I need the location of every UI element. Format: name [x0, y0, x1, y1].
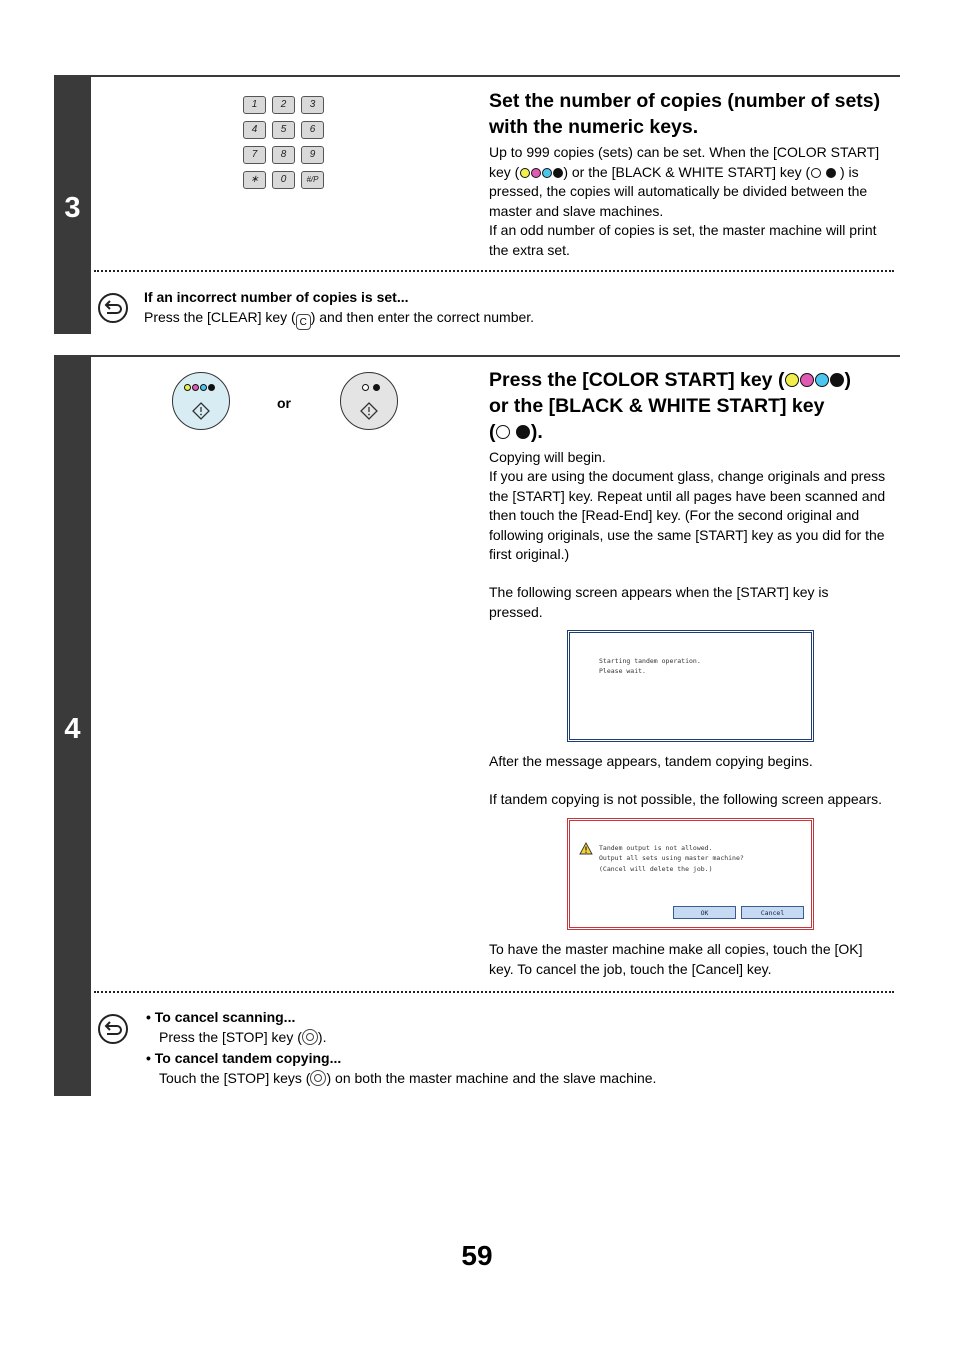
- step3-body-line: Up to 999 copies (sets) can be set. When the [COLOR START]: [489, 144, 880, 160]
- note-bullet-title: • To cancel tandem copying...: [146, 1050, 342, 1066]
- keypad-key-2: 2: [272, 96, 295, 114]
- start-diamond-icon: [192, 402, 210, 420]
- note-return-icon: [97, 292, 129, 324]
- step3-body-line: [489, 163, 894, 183]
- step4-dotted-divider: [94, 991, 894, 993]
- step3-body: [489, 143, 894, 260]
- heading-text: ).: [530, 421, 543, 443]
- stop-key-icon: [310, 1070, 326, 1086]
- step3-top-rule: [54, 75, 900, 77]
- step4-para4: After the message appears, tandem copying begins.: [489, 753, 813, 769]
- step4-para5: If tandem copying is not possible, the following screen appears.: [489, 791, 883, 807]
- note-text-part: ).: [317, 1028, 327, 1045]
- tandem-starting-screen: [567, 630, 814, 742]
- color-start-key-icon: [519, 164, 563, 180]
- keypad-key-star: ∗: [243, 171, 266, 189]
- keypad-key-6: 6: [301, 121, 324, 139]
- page-number: 59: [461, 1240, 493, 1271]
- step4-heading-line: or the [BLACK & WHITE START] key: [489, 395, 825, 417]
- keypad-key-hash-p: #/P: [301, 171, 324, 189]
- stop-key-icon: [302, 1029, 318, 1045]
- step3-body-line: pressed, the copies will automatically be divided between the: [489, 183, 868, 199]
- note-text-part: Press the [CLEAR] key (: [144, 308, 296, 325]
- heading-text: (: [489, 421, 496, 443]
- color-start-button-illustration: [172, 372, 230, 430]
- step4-para3: The following screen appears when the [START] key is pressed.: [489, 584, 829, 620]
- step4-para2: If you are using the document glass, change originals and press the [START] key. Repeat until all pages have been scanned and then touch the [Read-End] key. (For the second original and following originals, use the same [START] key as you did for the first original.): [489, 468, 886, 562]
- keypad-key-7: 7: [243, 146, 266, 164]
- screen-message-line: Tandem output is not allowed.: [599, 844, 713, 852]
- clear-key-icon: C: [296, 314, 311, 330]
- bw-start-dots-icon: [361, 384, 380, 391]
- step3-note: [144, 288, 744, 330]
- note-bullet-title: • To cancel scanning...: [146, 1009, 296, 1025]
- step4-top-rule: [54, 355, 900, 357]
- bw-start-key-icon: [496, 421, 531, 443]
- tandem-error-screen: [567, 818, 814, 930]
- step4-notes: [146, 1008, 846, 1088]
- step4-heading-line: [489, 367, 899, 393]
- step3-note-title: If an incorrect number of copies is set...: [144, 289, 409, 305]
- step3-heading: Set the number of copies (number of sets) with the numeric keys.: [489, 90, 881, 138]
- step3-dotted-divider: [94, 270, 894, 272]
- keypad-key-5: 5: [272, 121, 295, 139]
- step4-heading-line: [489, 419, 899, 445]
- color-start-dots-icon: [183, 384, 215, 391]
- step3-body-text: key (: [489, 163, 520, 180]
- color-start-key-icon: [784, 369, 844, 391]
- keypad-key-1: 1: [243, 96, 266, 114]
- keypad-key-8: 8: [272, 146, 295, 164]
- note-text-part: ) and then enter the correct number.: [310, 308, 535, 325]
- note-return-icon: [97, 1013, 129, 1045]
- keypad-key-4: 4: [243, 121, 266, 139]
- step3-note-text: [144, 308, 744, 330]
- keypad-key-9: 9: [301, 146, 324, 164]
- step3-body-text: ) or the [BLACK & WHITE START] key (: [563, 163, 811, 180]
- screen-message-line: Output all sets using master machine?: [599, 854, 744, 862]
- start-diamond-icon: [360, 402, 378, 420]
- warning-icon: [579, 842, 593, 855]
- step3-number: 3: [64, 192, 81, 224]
- note-text-part: Touch the [STOP] keys (: [159, 1069, 311, 1086]
- keypad-key-0: 0: [272, 171, 295, 189]
- step3-body-line: If an odd number of copies is set, the master machine will print: [489, 222, 877, 238]
- ok-button[interactable]: OK: [673, 906, 736, 919]
- screen-message-line: (Cancel will delete the job.): [599, 865, 713, 873]
- note-title-text: To cancel tandem copying...: [154, 1050, 342, 1066]
- step4-number: 4: [64, 713, 81, 745]
- screen-message-line: Please wait.: [599, 667, 646, 675]
- step4-para1: Copying will begin.: [489, 449, 606, 465]
- heading-text: Press the [COLOR START] key (: [489, 369, 785, 391]
- bw-start-key-icon: [810, 164, 836, 180]
- step4-para6: To have the master machine make all copies, touch the [OK] key. To cancel the job, touch the [Cancel] key.: [489, 941, 863, 977]
- bw-start-button-illustration: [340, 372, 398, 430]
- step3-body-text: ) is: [840, 163, 859, 180]
- heading-text: ): [844, 369, 851, 391]
- note-text-part: ) on both the master machine and the slave machine.: [326, 1069, 657, 1086]
- or-label: or: [277, 395, 291, 411]
- screen-message-line: Starting tandem operation.: [599, 657, 701, 665]
- note-bullet-text: [146, 1028, 846, 1048]
- step3-body-line: the extra set.: [489, 241, 570, 258]
- step3-body-line: master and slave machines.: [489, 202, 664, 219]
- note-bullet-text: [146, 1069, 846, 1089]
- step4-heading: [489, 367, 899, 445]
- note-title-text: To cancel scanning...: [154, 1009, 296, 1025]
- cancel-button[interactable]: Cancel: [741, 906, 804, 919]
- note-text-part: Press the [STOP] key (: [159, 1028, 302, 1045]
- keypad-key-3: 3: [301, 96, 324, 114]
